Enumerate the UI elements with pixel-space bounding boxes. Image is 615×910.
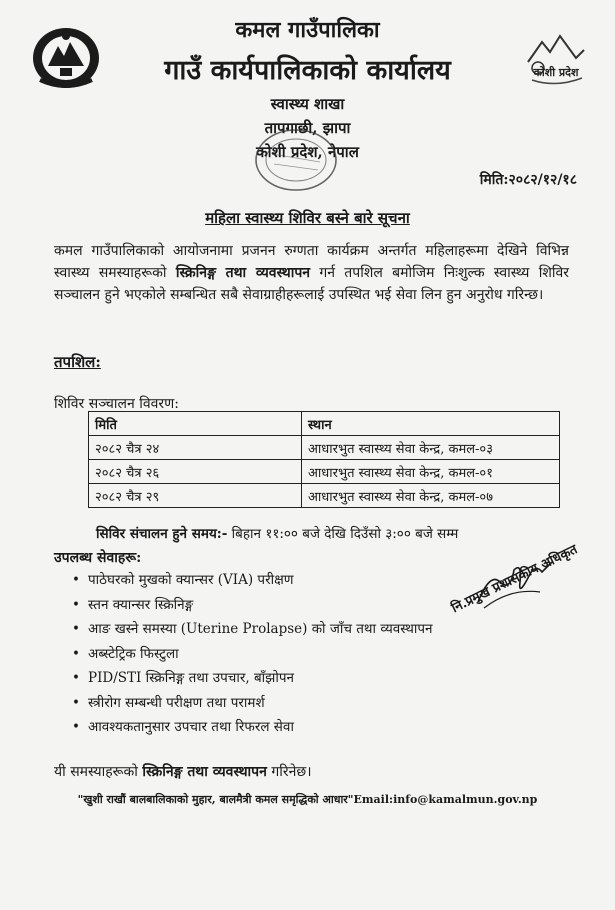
section-name: स्वास्थ्य शाखा	[270, 95, 345, 113]
services-list	[66, 568, 433, 740]
closing-bold-phrase: स्क्रिनिङ्ग तथा व्यवस्थापन	[142, 764, 267, 780]
row-location: आधारभुत स्वास्थ्य सेवा केन्द्र, कमल-०३	[302, 436, 560, 460]
row-location: आधारभुत स्वास्थ्य सेवा केन्द्र, कमल-०१	[302, 460, 560, 484]
signatory-title: नि.प्रमुख प्रशासकीय अधिकृत	[449, 542, 580, 617]
province-line: कोशी प्रदेश, नेपाल	[256, 143, 359, 161]
services-heading: उपलब्ध सेवाहरू:	[54, 550, 142, 566]
footer-slogan: "खुशी राखौं बालबालिकाको मुहार, बालमैत्री कमल समृद्धिको आधार"Email:info@kamalmun.gov.np	[77, 793, 538, 806]
municipality-name: कमल गाउँपालिका	[235, 17, 380, 43]
camp-time-value: बिहान ११:०० बजे देखि दिउँसो ३:०० बजे सम्म	[227, 526, 459, 542]
body-part-1: कमल गाउँपालिकाको आयोजनामा प्रजनन रुग्णता कार्यक्रम अन्तर्गत महिलाहरूमा देखिने विभिन्न स्वास्थ्य समस्याहरूको	[54, 243, 569, 281]
list-item: • पाठेघरको मुखको क्यान्सर (VIA) परीक्षण	[88, 568, 433, 593]
list-item: • PID/STI स्क्रिनिङ्ग तथा उपचार, बाँझोपन	[88, 666, 433, 691]
row-date: २०८२ चैत्र २९	[89, 484, 302, 508]
list-item: • आङ खस्ने समस्या (Uterine Prolapse) को जाँच तथा व्यवस्थापन	[88, 617, 433, 642]
closing-part-1: यी समस्याहरूको	[54, 764, 143, 780]
header-location: स्थान	[302, 412, 560, 436]
province-logo-text: कोशी प्रदेश	[533, 66, 579, 79]
district-line: तापगाछी, झापा	[264, 119, 351, 137]
notice-subject: महिला स्वास्थ्य शिविर बस्ने बारे सूचना	[205, 209, 410, 227]
notice-date: मिति:२०८२/१२/१८	[479, 172, 577, 188]
row-date: २०८२ चैत्र २६	[89, 460, 302, 484]
camp-time-label: सिविर संचालन हुने समय:-	[96, 526, 228, 542]
office-name: गाउँ कार्यपालिकाको कार्यालय	[164, 55, 451, 86]
schedule-table	[88, 411, 560, 508]
table-row	[89, 484, 560, 508]
table-row	[89, 460, 560, 484]
details-heading: तपशिल:	[54, 353, 101, 371]
header-date: मिति	[89, 412, 302, 436]
list-item: • अब्स्टेट्रिक फिस्टुला	[88, 642, 433, 667]
list-item: • स्त्रीरोग सम्बन्धी परीक्षण तथा परामर्श	[88, 691, 433, 716]
table-row	[89, 436, 560, 460]
camp-time	[96, 524, 458, 542]
koshi-province-logo-icon	[520, 28, 592, 98]
list-item: • स्तन क्यान्सर स्क्रिनिङ्ग	[88, 593, 433, 618]
row-date: २०८२ चैत्र २४	[89, 436, 302, 460]
list-item: • आवश्यकतानुसार उपचार तथा रिफरल सेवा	[88, 715, 433, 740]
row-location: आधारभुत स्वास्थ्य सेवा केन्द्र, कमल-०७	[302, 484, 560, 508]
body-part-2: गर्न तपशिल बमोजिम निःशुल्क स्वास्थ्य शिविर सञ्चालन हुने भएकोले सम्बन्धित सबै सेवाग्राहीहरूलाई उपस्थित भई सेवा लिन हुन अनुरोध गरिन्छ।	[54, 265, 569, 303]
body-bold-phrase: स्क्रिनिङ्ग तथा व्यवस्थापन	[175, 265, 311, 281]
closing-line	[54, 762, 312, 781]
notice-body	[54, 240, 569, 306]
closing-part-2: गरिनेछ।	[266, 764, 312, 780]
schedule-label: शिविर सञ्चालन विवरण:	[54, 396, 180, 412]
office-stamp-icon	[248, 118, 343, 198]
table-header-row	[89, 412, 560, 436]
